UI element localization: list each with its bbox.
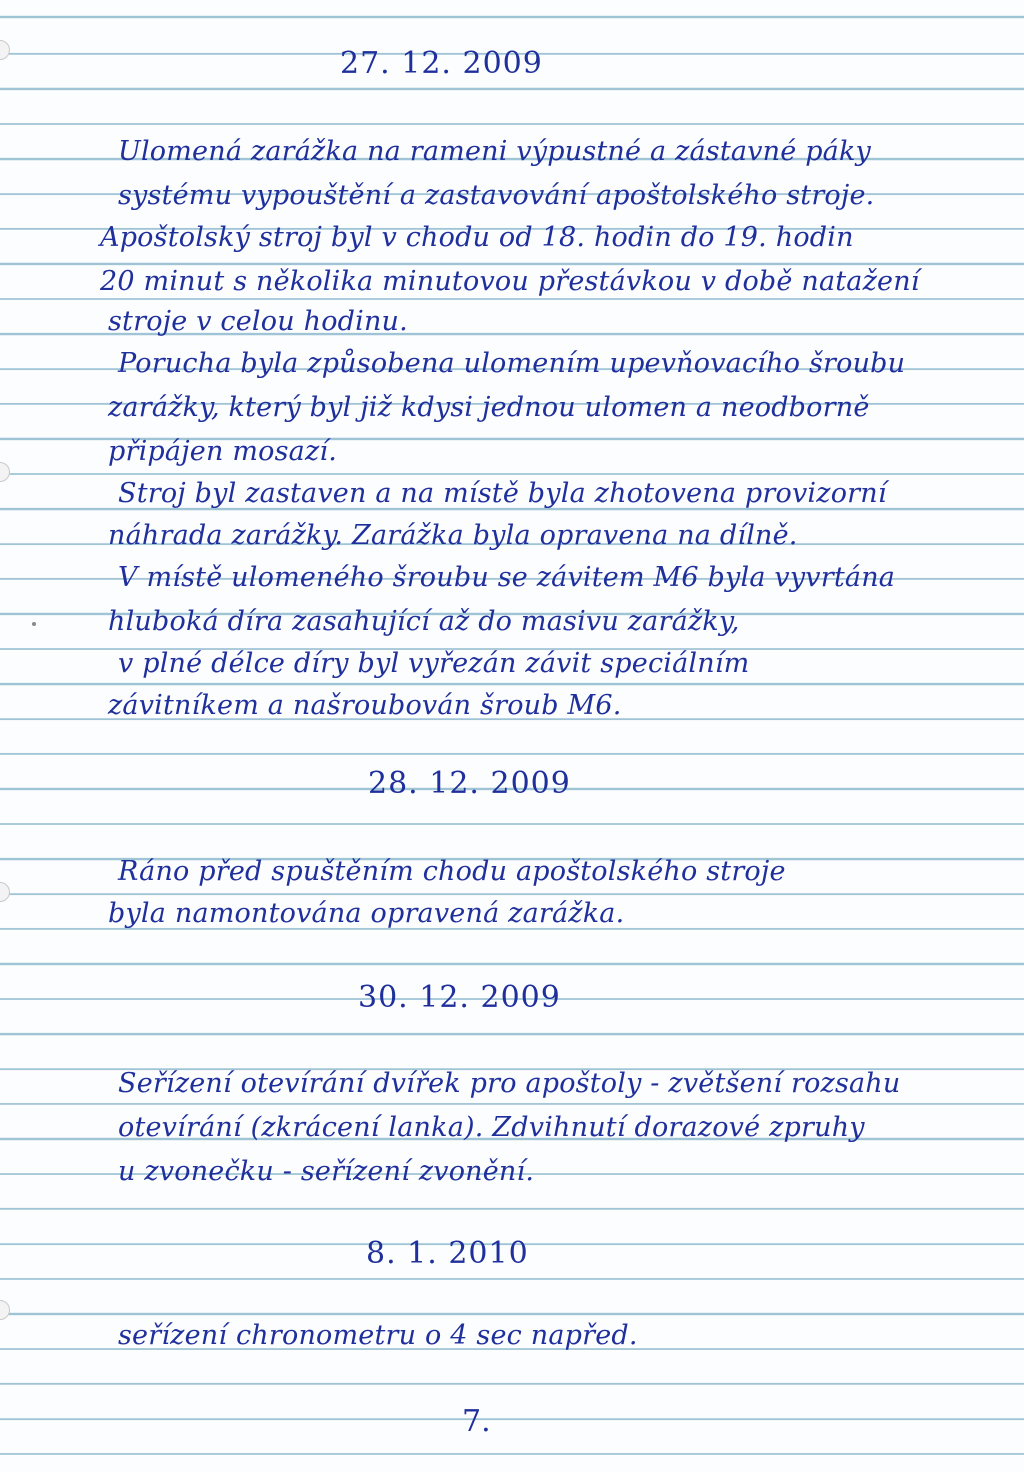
page-number: 7. xyxy=(462,1404,491,1439)
binder-hole xyxy=(0,882,10,902)
binder-hole xyxy=(0,462,10,482)
entry-line: Stroj byl zastaven a na místě byla zhotovena provizorní xyxy=(118,478,887,509)
entry-line: Ulomená zarážka na rameni výpustné a zástavné páky xyxy=(118,136,871,167)
entry-line: Porucha byla způsobena ulomením upevňovacího šroubu xyxy=(118,348,906,379)
entry-date: 8. 1. 2010 xyxy=(366,1236,529,1271)
entry-date: 30. 12. 2009 xyxy=(358,980,561,1015)
entry-line: závitníkem a našroubován šroub M6. xyxy=(108,690,622,721)
entry-line: 20 minut s několika minutovou přestávkou v době natažení xyxy=(100,266,920,297)
binder-hole xyxy=(0,40,10,60)
entry-line: hluboká díra zasahující až do masivu zarážky, xyxy=(108,606,740,637)
binder-hole xyxy=(0,1300,10,1320)
entry-line: u zvonečku - seřízení zvonění. xyxy=(118,1156,535,1187)
entry-line: otevírání (zkrácení lanka). Zdvihnutí dorazové zpruhy xyxy=(118,1112,865,1143)
entry-line: seřízení chronometru o 4 sec napřed. xyxy=(118,1320,638,1351)
entry-date: 28. 12. 2009 xyxy=(368,766,571,801)
entry-date: 27. 12. 2009 xyxy=(340,46,543,81)
entry-line: připájen mosazí. xyxy=(108,436,337,467)
entry-line: Apoštolský stroj byl v chodu od 18. hodin do 19. hodin xyxy=(100,222,854,253)
entry-line: V místě ulomeného šroubu se závitem M6 byla vyvrtána xyxy=(118,562,896,593)
entry-line: v plné délce díry byl vyřezán závit speciálním xyxy=(118,648,750,679)
entry-line: stroje v celou hodinu. xyxy=(108,306,408,337)
ink-speck xyxy=(32,622,36,626)
entry-line: Seřízení otevírání dvířek pro apoštoly - zvětšení rozsahu xyxy=(118,1068,901,1099)
entry-line: zarážky, který byl již kdysi jednou ulomen a neodborně xyxy=(108,392,870,423)
entry-line: náhrada zarážky. Zarážka byla opravena na dílně. xyxy=(108,520,798,551)
entry-line: byla namontována opravená zarážka. xyxy=(108,898,625,929)
entry-line: Ráno před spuštěním chodu apoštolského stroje xyxy=(118,856,786,887)
entry-line: systému vypouštění a zastavování apoštolského stroje. xyxy=(118,180,875,211)
